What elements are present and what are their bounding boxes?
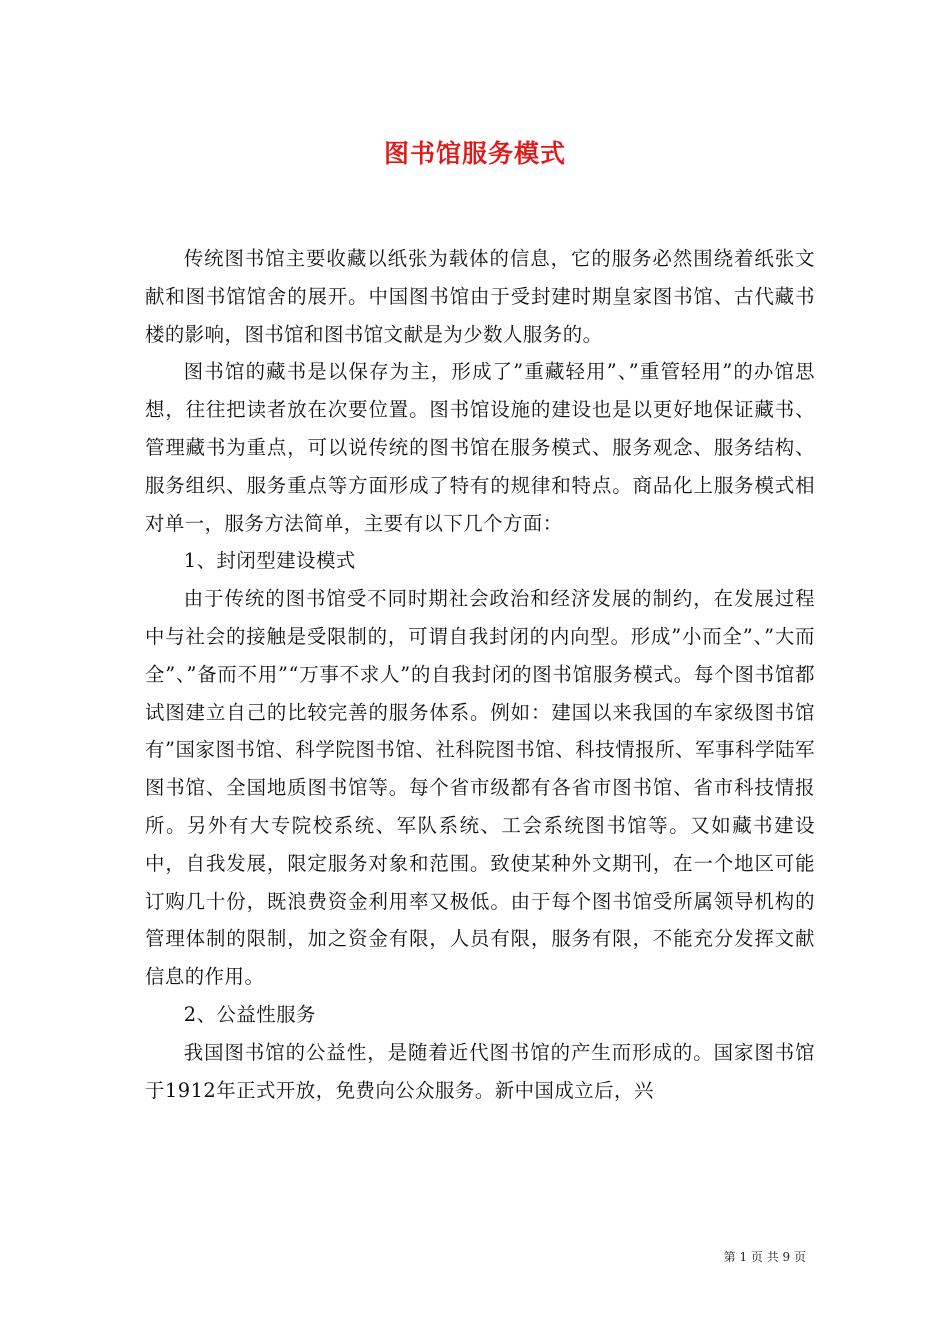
paragraph-closed-model: 由于传统的图书馆受不同时期社会政治和经济发展的制约，在发展过程中与社会的接触是受限制的，可谓自我封闭的内向型。形成”小而全”、”大而全”、”备而不用”“万事不求人”的自我封闭的图书馆服务模式。每个图书馆都试图建立自己的比较完善的服务体系。例如：建国以来我国的车家级图书馆有”国家图书馆、科学院图书馆、社科院图书馆、科技情报所、军事科学陆军图书馆、全国地质图书馆等。每个省市级都有各省市图书馆、省市科技情报所。另外有大专院校系统、军队系统、工会系统图书馆等。又如藏书建设中，自我发展，限定服务对象和范围。致使某种外文期刊，在一个地区可能订购几十份，既浪费资金利用率又极低。由于每个图书馆受所属领导机构的管理体制的限制，加之资金有限，人员有限，服务有限，不能充分发挥文献信息的作用。 xyxy=(145,587,815,989)
paragraph-intro: 传统图书馆主要收藏以纸张为载体的信息，它的服务必然围绕着纸张文献和图书馆馆舍的展开。中国图书馆由于受封建时期皇家图书馆、古代藏书楼的影响，图书馆和图书馆文献是为少数人服务的。 xyxy=(145,247,815,346)
section-heading-public-service: 2、公益性服务 xyxy=(183,1002,316,1026)
document-title: 图书馆服务模式 xyxy=(383,139,566,168)
paragraph-public-service: 我国图书馆的公益性，是随着近代图书馆的产生而形成的。国家图书馆于1912年正式开放，免费向公众服务。新中国成立后，兴 xyxy=(145,1040,815,1102)
section-heading-closed-model: 1、封闭型建设模式 xyxy=(183,549,356,573)
document-body xyxy=(145,240,815,1109)
paragraph-collection: 图书馆的藏书是以保存为主，形成了”重藏轻用”、”重管轻用”的办馆思想，往往把读者放在次要位置。图书馆设施的建设也是以更好地保证藏书、管理藏书为重点，可以说传统的图书馆在服务模式、服务观念、服务结构、服务组织、服务重点等方面形成了特有的规律和特点。商品化上服务模式相对单一，服务方法简单，主要有以下几个方面： xyxy=(145,360,815,535)
page-number-footer: 第 1 页 共 9 页 xyxy=(723,1250,806,1264)
